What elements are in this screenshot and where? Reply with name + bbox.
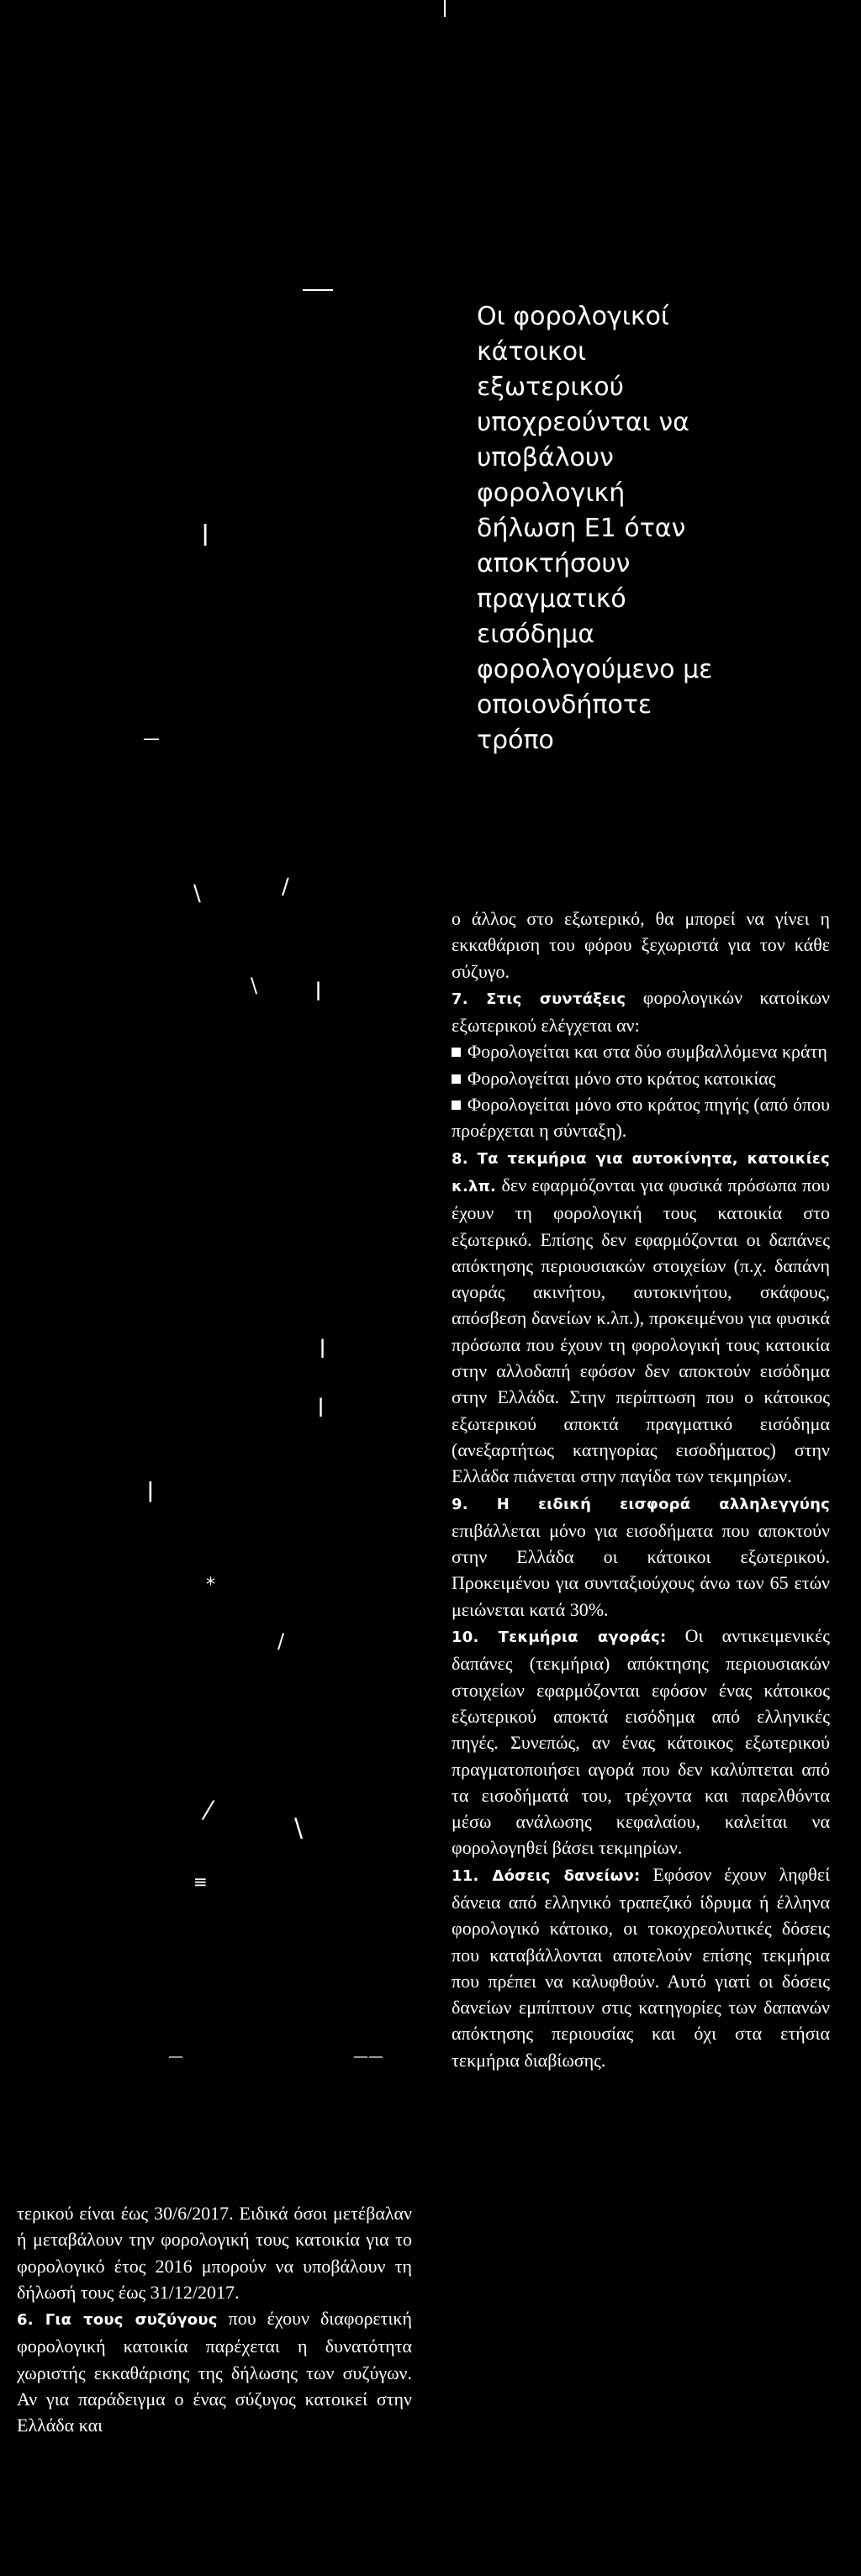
item-text: δεν εφαρμόζονται για φυσικά πρόσωπα που έχουν τη φορολογική τους κατοικία στο εξωτερικό. Επίσης δεν εφαρμόζονται οι δαπάνες απόκτησης περιουσιακών στοιχείων (π.χ. δαπάνη αγοράς ακινήτου, αυτοκινήτου, σκάφους, απόσβεση δανείων κ.λπ.), προκειμένου για φυσικά πρόσωπα που έχουν τη φορολογική τους κατοικία στην αλλοδαπή εφόσον δεν αποκτούν εισόδημα στην Ελλάδα. Στην περίπτωση που ο κάτοικος εξωτερικού αποκτά πραγματικό εισόδημα (ανεξαρτήτως κατηγορίας εισοδήματος) στην Ελλάδα πιάνεται στην παγίδα των τεκμηρίων. xyxy=(452,1174,831,1487)
article-column-left xyxy=(17,2200,412,2439)
photo-speck: ǀ xyxy=(315,978,322,1001)
photo-speck: ǀ xyxy=(147,1478,154,1503)
photo-speck: — xyxy=(143,728,160,748)
photo-speck: ǀ xyxy=(318,1394,325,1417)
item-heading: 6. Για τους συζύγους xyxy=(17,2311,218,2330)
photo-speck: ⁄ xyxy=(206,1797,211,1826)
item-heading: 10. Τεκμήρια αγοράς: xyxy=(452,1628,667,1647)
photo-speck: — xyxy=(168,2048,183,2066)
bullet-item: Φορολογείται μόνο στο κράτος κατοικίας xyxy=(452,1065,830,1091)
pull-quote: Οι φορολογικοί κάτοικοι εξωτερικού υποχρεούνται να υποβάλουν φορολογική δήλωση Ε1 όταν αποκτήσουν πραγματικό εισόδημα φορολογούμενο με οποιονδήποτε τρόπο xyxy=(477,302,713,755)
photo-speck: \ xyxy=(251,974,258,997)
photo-speck: / xyxy=(282,874,289,900)
photo-speck: —— xyxy=(353,2048,383,2066)
item-heading: 9. Η ειδική εισφορά αλληλεγγύης xyxy=(452,1495,830,1513)
square-bullet-icon xyxy=(452,1074,461,1084)
paragraph xyxy=(452,1861,830,2073)
square-bullet-icon xyxy=(452,1048,461,1057)
photo-speck: \ xyxy=(193,881,201,906)
paragraph: ο άλλος στο εξωτερικό, θα μπορεί να γίνει η εκκαθάριση του φόρου ξεχωριστά για τον κάθε σύζυγο. xyxy=(452,908,830,982)
item-text: φορολογικών κατοίκων εξωτερικού ελέγχεται αν: xyxy=(452,986,831,1037)
article-column-right xyxy=(452,905,830,2073)
paragraph xyxy=(452,1144,830,1490)
photo-speck: ǀ xyxy=(202,519,209,546)
top-short-rule xyxy=(303,289,333,291)
photo-speck: / xyxy=(277,1629,285,1653)
bullet-item: Φορολογείται και στα δύο συμβαλλόμενα κράτη xyxy=(452,1038,830,1064)
paragraph xyxy=(452,1490,830,1623)
item-text: που έχουν διαφορετική φορολογική κατοικία παρέχεται η δυνατότητα χωριστής εκκαθάρισης της δήλωσης των συζύγων. Αν για παράδειγμα ο ένας σύζυγος κατοικεί στην Ελλάδα και xyxy=(17,2308,413,2436)
item-text: επιβάλλεται μόνο για εισοδήματα που αποκτούν στην Ελλάδα οι κάτοικοι εξωτερικού. Προκειμένου για συνταξιούχους άνω των 65 ετών μειώνεται κατά 30%. xyxy=(452,1519,830,1620)
photo-speck: ǀ xyxy=(320,1335,326,1359)
item-text: Οι αντικειμενικές δαπάνες (τεκμήρια) απόκτησης περιουσιακών στοιχείων εφαρμόζονται εφόσον ένας κάτοικος εξωτερικού αποκτά εισόδημα από ελληνικές πηγές. Συνεπώς, αν ένας κάτοικος εξωτερικού πραγματοποιήσει αγορά που δεν καλύπτεται από τα εισοδήματά του, τρέχοντα και παρελθόντα μέσω ανάλωσης κεφαλαίου, καλείται να φορολογηθεί βάσει τεκμηρίων. xyxy=(452,1625,831,1859)
item-heading: 8. Τα τεκμήρια για αυτοκίνητα, κατοικίες κ.λπ. xyxy=(452,1149,830,1196)
paragraph xyxy=(452,1623,830,1861)
photo-speck: * xyxy=(206,1575,215,1596)
item-heading: 7. Στις συντάξεις xyxy=(452,990,626,1008)
photo-speck: \ xyxy=(294,1813,304,1843)
bullet-item: Φορολογείται μόνο στο κράτος πηγής (από όπου προέρχεται η σύνταξη). xyxy=(452,1094,830,1142)
square-bullet-icon xyxy=(452,1101,461,1110)
paragraph xyxy=(452,984,830,1039)
item-heading: 11. Δόσεις δανείων: xyxy=(452,1866,641,1885)
top-vertical-rule xyxy=(444,0,446,17)
paragraph: τερικού είναι έως 30/6/2017. Ειδικά όσοι μετέβαλαν ή μεταβάλουν την φορολογική τους κατοικία για το φορολογικό έτος 2016 μπορούν να υποβάλουν τη δήλωσή τους έως 31/12/2017. xyxy=(17,2203,412,2303)
item-text: Εφόσον έχουν ληφθεί δάνεια από ελληνικό τραπεζικό ίδρυμα ή έλληνα φορολογικό κάτοικο, οι τοκοχρεολυτικές δόσεις που καταβάλλονται αποτελούν επίσης τεκμήρια που πρέπει να καλυφθούν. Αυτό γιατί οι δόσεις δανείων εμπίπτουν στις κατηγορίες των δαπανών απόκτησης περιουσίας και όχι στα ετήσια τεκμήρια διαβίωσης. xyxy=(452,1863,830,2071)
paragraph xyxy=(17,2305,412,2438)
photo-speck: ≡ xyxy=(193,1871,208,1892)
